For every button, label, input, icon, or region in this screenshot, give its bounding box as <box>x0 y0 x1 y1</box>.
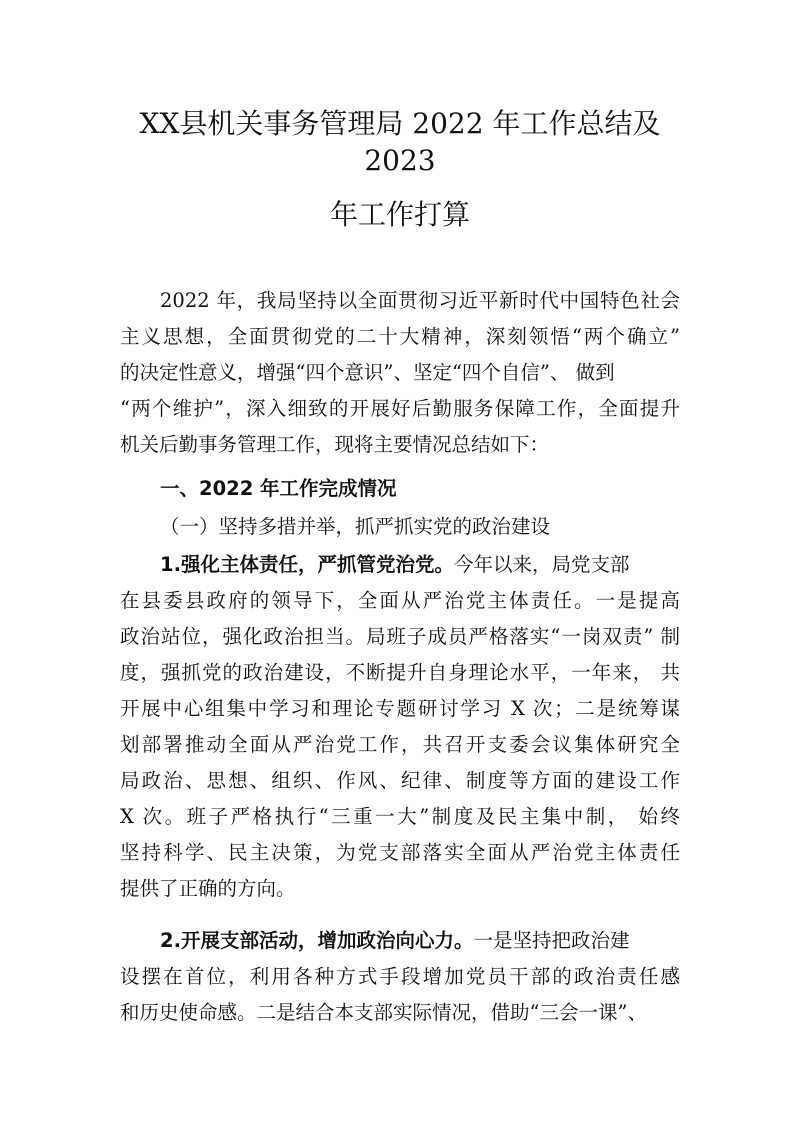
item1-line-9: 提供了正确的方向。 <box>120 877 296 900</box>
intro-line-5: 机关后勤事务管理工作，现将主要情况总结如下： <box>120 433 550 456</box>
item1-line-2: 政治站位，强化政治担当。局班子成员严格落实“一岗双责” 制 <box>120 625 680 648</box>
item2-line-2: 和历史使命感。二是结合本支部实际情况，借助“三会一课”、 <box>120 1001 647 1024</box>
subsection-heading: （一）坚持多措并举，抓严抓实党的政治建设 <box>160 515 551 538</box>
document-title-line-1: XX县机关事务管理局 2022 年工作总结及 <box>139 107 661 140</box>
item1-bold-heading: 1.强化主体责任，严抓管党治党。 <box>160 553 454 576</box>
item1-line-3: 度，强抓党的政治建设，不断提升自身理论水平，一年来， 共 <box>120 661 680 684</box>
item2-line-1: 设摆在首位，利用各种方式手段增加党员干部的政治责任感 <box>120 965 680 988</box>
item1-first-line <box>160 550 680 580</box>
intro-line-4: “两个维护”，深入细致的开展好后勤服务保障工作，全面提升 <box>120 397 680 420</box>
item2-first-line <box>160 926 680 956</box>
document-title-line-2: 2023 <box>364 144 436 177</box>
item1-line-5: 划部署推动全面从严治党工作，共召开支委会议集体研究全 <box>120 733 680 756</box>
item2-first-rest: 一是坚持把政治建 <box>473 929 630 952</box>
item1-line-4: 开展中心组集中学习和理论专题研讨学习 X 次；二是统筹谋 <box>120 697 680 720</box>
item1-line-6: 局政治、思想、组织、作风、纪律、制度等方面的建设工作 <box>120 769 680 792</box>
item1-line-7: X 次。班子严格执行“三重一大”制度及民主集中制， 始终 <box>120 805 680 828</box>
item1-first-rest: 今年以来，局党支部 <box>453 553 630 576</box>
intro-line-3: 的决定性意义，增强“四个意识”、坚定“四个自信”、 做到 <box>120 361 615 384</box>
section-heading: 一、2022 年工作完成情况 <box>160 477 397 500</box>
item1-line-8: 坚持科学、民主决策，为党支部落实全面从严治党主体责任 <box>120 841 680 864</box>
document-title-line-3: 年工作打算 <box>329 198 470 231</box>
item1-line-1: 在县委县政府的领导下，全面从严治党主体责任。一是提高 <box>120 589 680 612</box>
item2-bold-heading: 2.开展支部活动，增加政治向心力。 <box>160 929 474 952</box>
intro-line-1: 2022 年，我局坚持以全面贯彻习近平新时代中国特色社会 <box>160 289 680 312</box>
intro-line-2: 主义思想，全面贯彻党的二十大精神，深刻领悟“两个确立” <box>120 325 680 348</box>
